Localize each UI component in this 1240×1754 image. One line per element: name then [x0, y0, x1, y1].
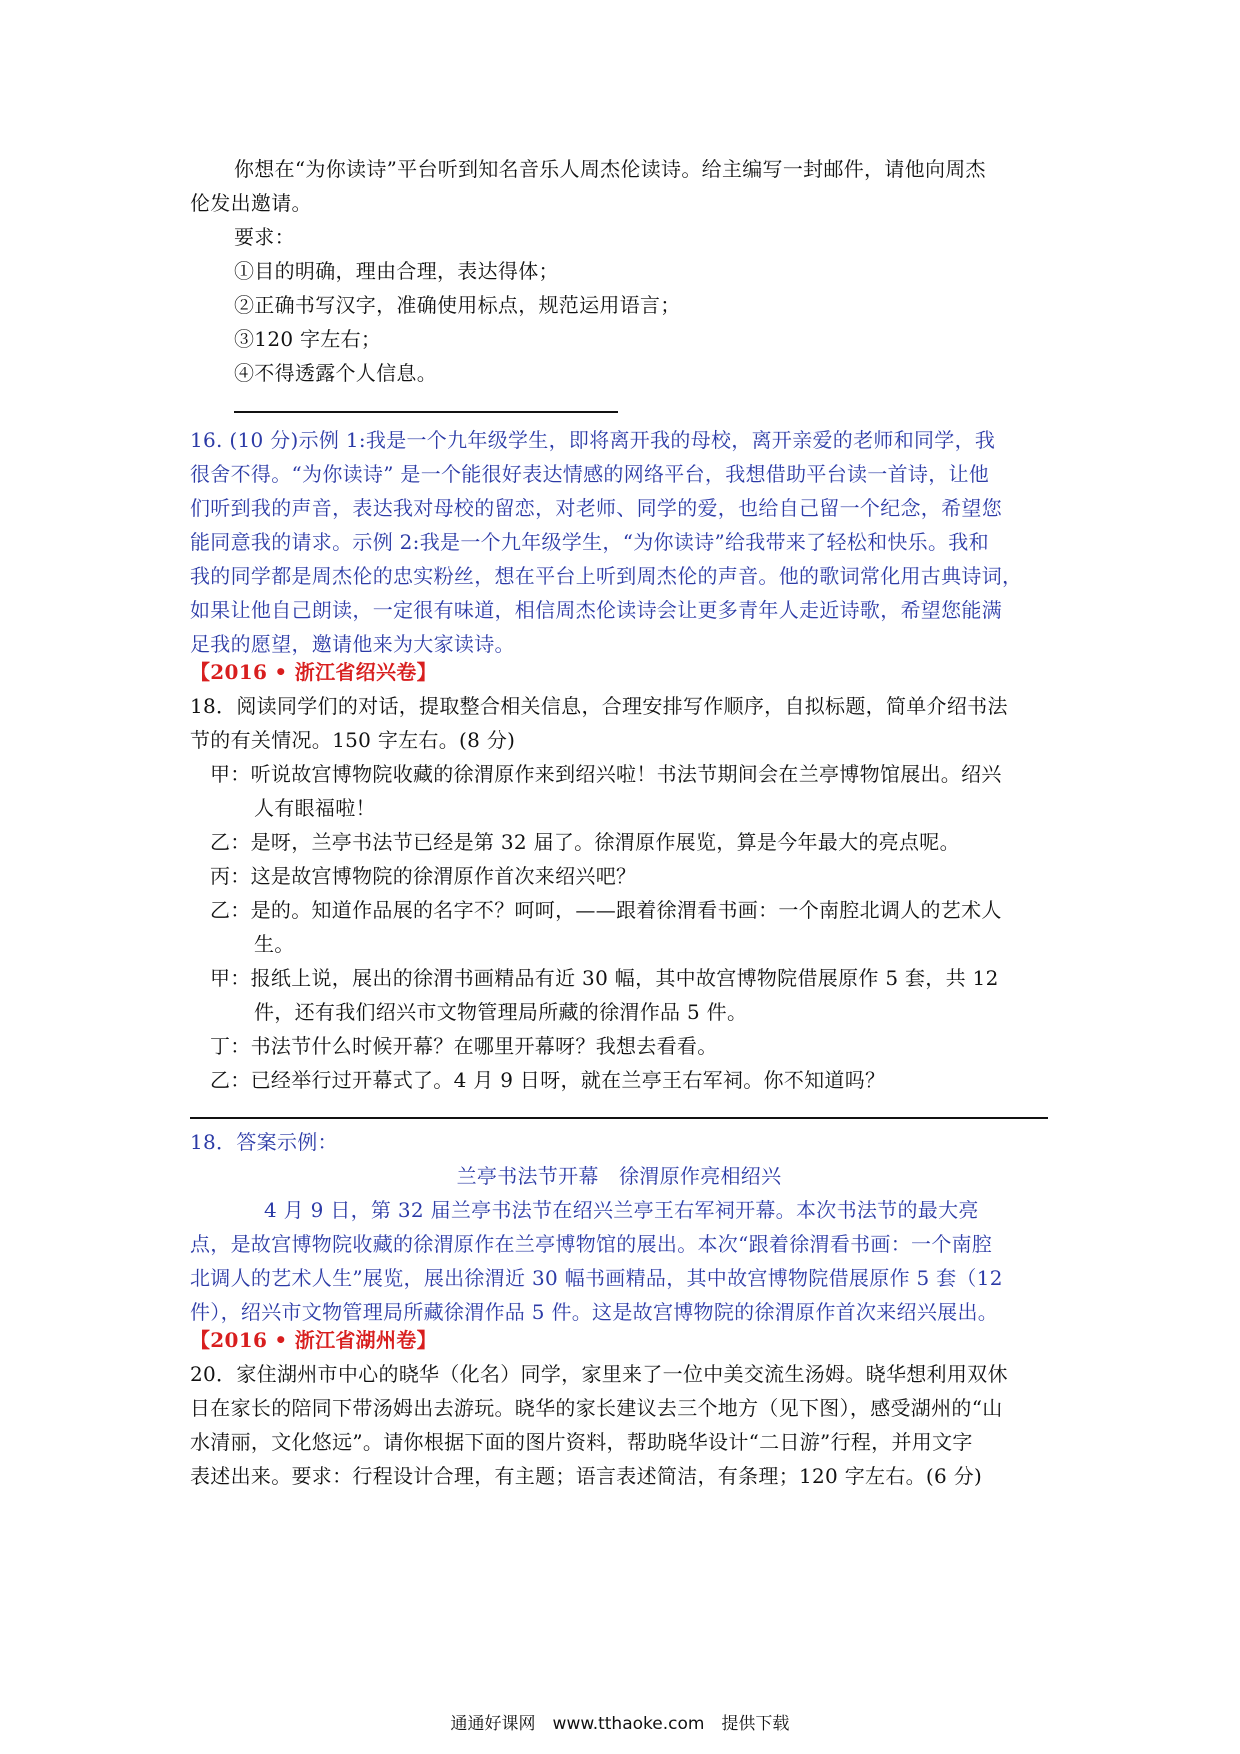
requirement-item: ③120 字左右；	[234, 327, 382, 351]
question-18-line: 18．阅读同学们的对话，提取整合相关信息，合理安排写作顺序，自拟标题，简单介绍书法	[190, 694, 1008, 718]
answer-16-line: 们听到我的声音，表达我对母校的留恋，对老师、同学的爱，也给自己留一个纪念，希望您	[190, 496, 1002, 520]
page-footer: 通通好课网 www.tthaoke.com 提供下载	[450, 1714, 790, 1734]
requirements-label: 要求：	[234, 225, 295, 249]
dialogue-line: 甲：听说故宫博物院收藏的徐渭原作来到绍兴啦！书法节期间会在兰亭博物馆展出。绍兴	[210, 762, 1002, 786]
answer-divider	[234, 411, 618, 413]
answer-18-line: 件），绍兴市文物管理局所藏徐渭作品 5 件。这是故宫博物院的徐渭原作首次来绍兴展出。	[190, 1300, 999, 1324]
dialogue-line: 乙：是的。知道作品展的名字不？呵呵，——跟着徐渭看书画：一个南腔北调人的艺术人	[210, 898, 1002, 922]
answer-18-line: 北调人的艺术人生”展览，展出徐渭近 30 幅书画精品，其中故宫博物院借展原作 5 套（12	[190, 1266, 1003, 1290]
answer-16-line: 能同意我的请求。示例 2:我是一个九年级学生，“为你读诗”给我带来了轻松和快乐。我和	[190, 530, 989, 554]
dialogue-line: 丁：书法节什么时候开幕？在哪里开幕呀？我想去看看。	[210, 1034, 718, 1058]
answer-18-title: 兰亭书法节开幕 徐渭原作亮相绍兴	[456, 1164, 782, 1188]
dialogue-line: 乙：是呀，兰亭书法节已经是第 32 届了。徐渭原作展览，算是今年最大的亮点呢。	[210, 830, 960, 854]
question-intro-line: 伦发出邀请。	[190, 191, 312, 215]
dialogue-line: 甲：报纸上说，展出的徐渭书画精品有近 30 幅，其中故宫博物院借展原作 5 套，共 12	[210, 966, 999, 990]
answer-divider	[190, 1117, 1048, 1119]
question-20-line: 水清丽，文化悠远”。请你根据下面的图片资料，帮助晓华设计“二日游”行程，并用文字	[190, 1430, 973, 1454]
section-heading-shaoxing: 【2016 • 浙江省绍兴卷】	[190, 660, 437, 684]
question-18-line: 节的有关情况。150 字左右。(8 分)	[190, 728, 516, 752]
dialogue-line: 件，还有我们绍兴市文物管理局所藏的徐渭作品 5 件。	[254, 1000, 748, 1024]
answer-18-line: 点，是故宫博物院收藏的徐渭原作在兰亭博物馆的展出。本次“跟着徐渭看书画：一个南腔	[190, 1232, 993, 1256]
section-heading-huzhou: 【2016 • 浙江省湖州卷】	[190, 1328, 437, 1352]
answer-18-line: 4 月 9 日，第 32 届兰亭书法节在绍兴兰亭王右军祠开幕。本次书法节的最大亮	[264, 1198, 979, 1222]
answer-16-line: 足我的愿望，邀请他来为大家读诗。	[190, 632, 515, 656]
dialogue-line: 人有眼福啦！	[254, 796, 376, 820]
requirement-item: ④不得透露个人信息。	[234, 361, 437, 385]
question-20-line: 表述出来。要求：行程设计合理，有主题；语言表述简洁，有条理；120 字左右。(6 分)	[190, 1464, 983, 1488]
question-intro-line: 你想在“为你读诗”平台听到知名音乐人周杰伦读诗。给主编写一封邮件，请他向周杰	[234, 157, 986, 181]
requirement-item: ①目的明确，理由合理，表达得体；	[234, 259, 559, 283]
answer-16-line: 我的同学都是周杰伦的忠实粉丝，想在平台上听到周杰伦的声音。他的歌词常化用古典诗词，	[190, 564, 1023, 588]
answer-16-line: 如果让他自己朗读，一定很有味道，相信周杰伦读诗会让更多青年人走近诗歌，希望您能满	[190, 598, 1002, 622]
question-20-line: 日在家长的陪同下带汤姆出去游玩。晓华的家长建议去三个地方（见下图），感受湖州的“山	[190, 1396, 1003, 1420]
requirement-item: ②正确书写汉字，准确使用标点，规范运用语言；	[234, 293, 681, 317]
dialogue-line: 丙：这是故宫博物院的徐渭原作首次来绍兴吧？	[210, 864, 637, 888]
dialogue-line: 生。	[254, 932, 295, 956]
question-20-line: 20．家住湖州市中心的晓华（化名）同学，家里来了一位中美交流生汤姆。晓华想利用双休	[190, 1362, 1008, 1386]
dialogue-line: 乙：已经举行过开幕式了。4 月 9 日呀，就在兰亭王右军祠。你不知道吗？	[210, 1068, 886, 1092]
answer-16-line: 很舍不得。“为你读诗” 是一个能很好表达情感的网络平台，我想借助平台读一首诗，让他	[190, 462, 990, 486]
answer-18-label: 18．答案示例：	[190, 1130, 338, 1154]
answer-16-line: 16. (10 分)示例 1:我是一个九年级学生，即将离开我的母校，离开亲爱的老师和同学，我	[190, 428, 996, 452]
